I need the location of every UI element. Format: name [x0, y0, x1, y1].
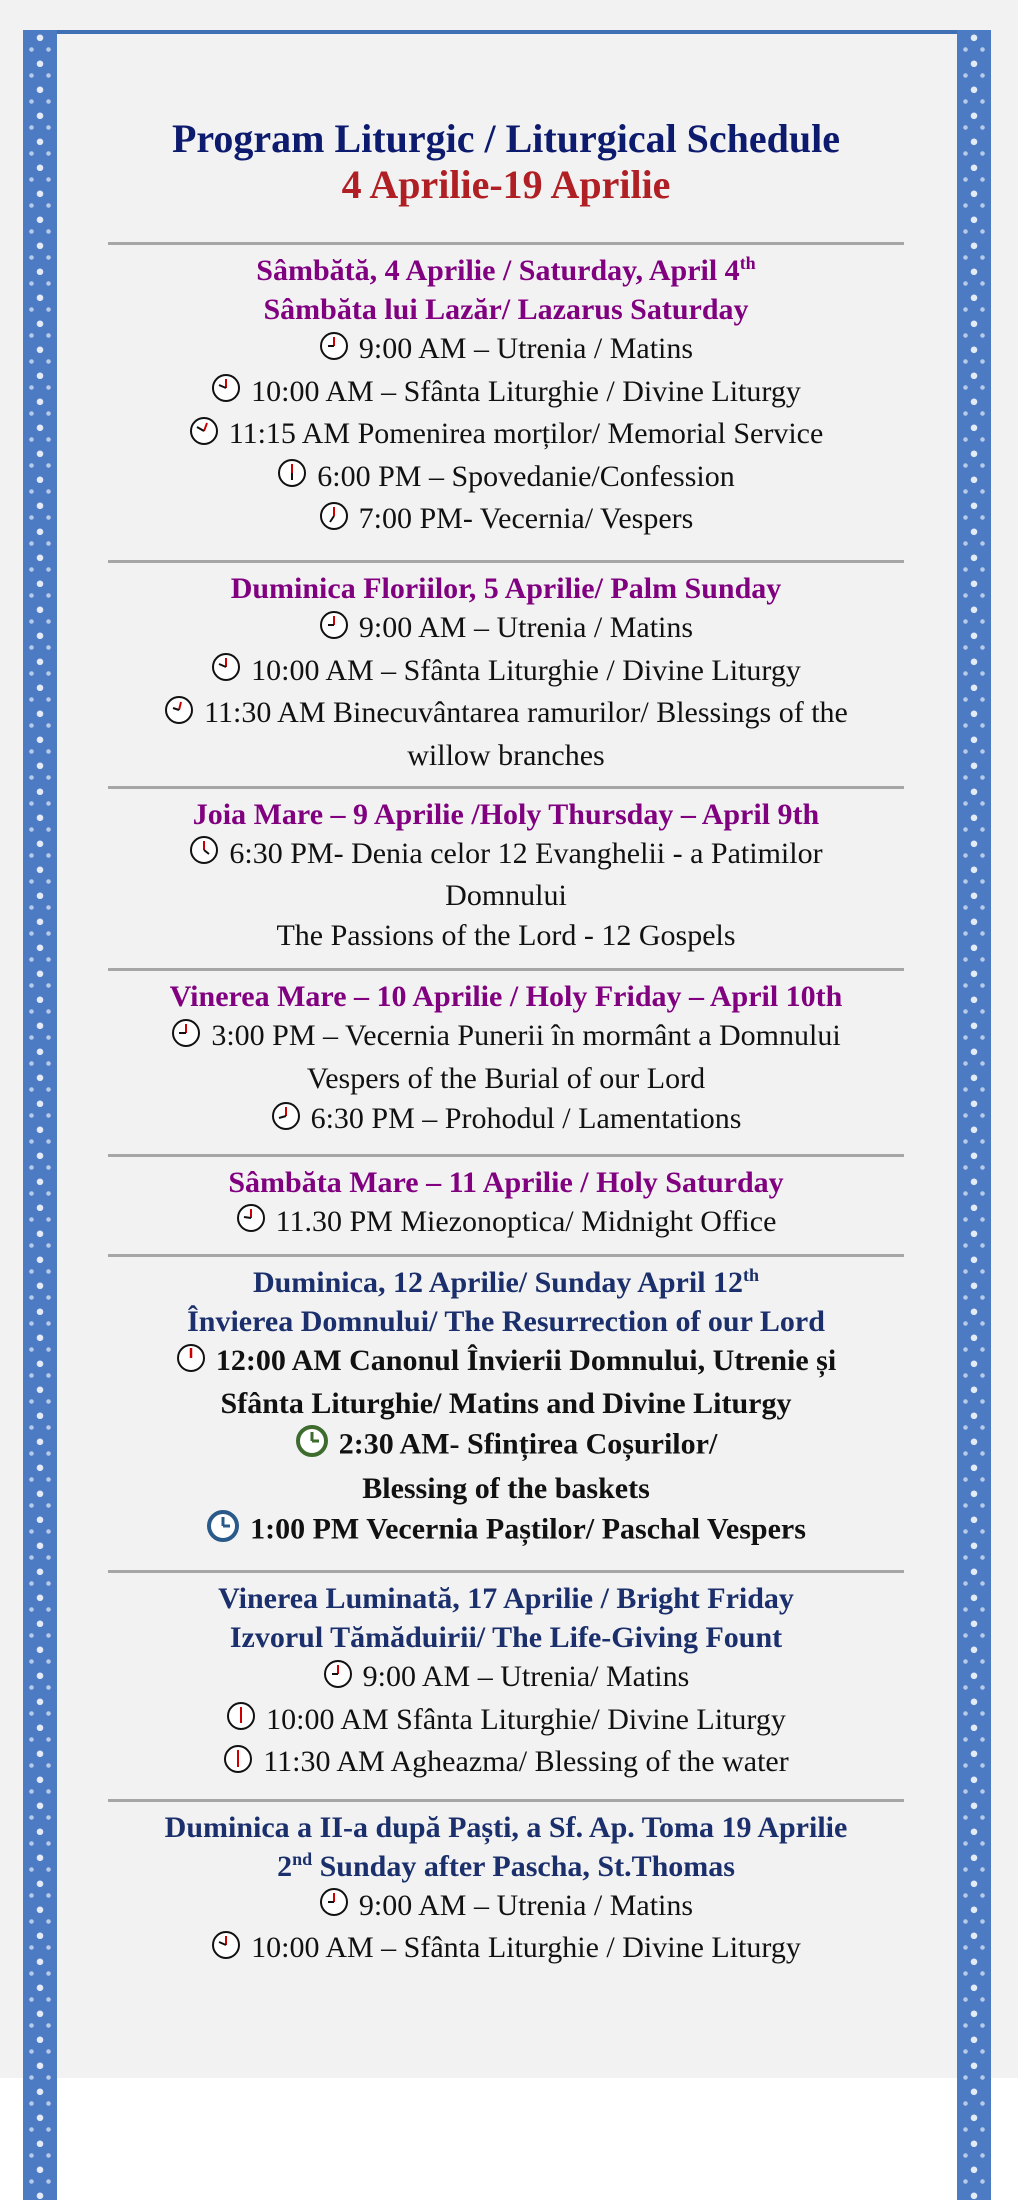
clock-icon	[189, 835, 219, 876]
event-line: 11.30 PM Miezonoptica/ Midnight Office	[108, 1202, 904, 1245]
section-heading: Duminica Floriilor, 5 Aprilie/ Palm Sunday	[230, 572, 782, 606]
event-line: 10:00 AM – Sfânta Liturghie / Divine Liturgy	[108, 1928, 904, 1971]
section-subheading: Sâmbăta lui Lazăr/ Lazarus Saturday	[263, 293, 749, 326]
clock-icon	[319, 1887, 349, 1928]
event-line: 9:00 AM – Utrenia / Matins	[108, 1886, 904, 1929]
clock-icon	[319, 610, 349, 651]
event-line: 9:00 AM – Utrenia/ Matins	[108, 1657, 904, 1700]
clock-icon	[211, 652, 241, 693]
section-holy-thursday	[108, 795, 904, 957]
event-continuation: Vespers of the Burial of our Lord	[306, 1062, 706, 1096]
section-lazarus-saturday	[108, 251, 904, 542]
clock-icon	[271, 1101, 301, 1142]
event-line-highlight: 2:30 AM- Sfințirea Coșurilor/	[108, 1424, 904, 1469]
left-decorative-border	[23, 30, 57, 2200]
section-subheading: Învierea Domnului/ The Resurrection of our Lord	[187, 1305, 825, 1339]
section-heading: Duminica, 12 Aprilie/ Sunday April 12th	[252, 1265, 760, 1300]
event-line: 3:00 PM – Vecernia Punerii în mormânt a Domnului	[108, 1016, 904, 1059]
event-continuation: Domnului	[445, 879, 567, 913]
divider	[108, 560, 904, 563]
event-continuation: Sfânta Liturghie/ Matins and Divine Liturgy	[220, 1386, 792, 1420]
clock-icon	[295, 1424, 329, 1469]
page-title: Program Liturgic / Liturgical Schedule	[171, 116, 841, 161]
divider	[108, 786, 904, 789]
event-line: 11:30 AM Agheazma/ Blessing of the water	[108, 1742, 904, 1785]
clock-icon	[277, 458, 307, 499]
date-range: 4 Aprilie-19 Aprilie	[341, 162, 671, 207]
clock-icon	[211, 1930, 241, 1971]
clock-icon	[319, 501, 349, 542]
section-holy-saturday	[108, 1163, 904, 1245]
clock-icon	[176, 1343, 206, 1384]
event-continuation: Blessing of the baskets	[362, 1471, 650, 1505]
event-line: 6:00 PM – Spovedanie/Confession	[108, 457, 904, 500]
event-continuation: The Passions of the Lord - 12 Gospels	[276, 919, 736, 953]
clock-icon	[223, 1744, 253, 1785]
section-heading: Sâmbăta Mare – 11 Aprilie / Holy Saturday	[228, 1165, 784, 1199]
clock-icon	[164, 695, 194, 736]
clock-icon	[206, 1509, 240, 1554]
schedule-document	[108, 116, 904, 1971]
event-line: 10:00 AM Sfânta Liturghie/ Divine Liturgy	[108, 1700, 904, 1743]
event-line: 10:00 AM – Sfânta Liturghie / Divine Liturgy	[108, 372, 904, 415]
section-holy-friday	[108, 977, 904, 1141]
section-heading: Sâmbătă, 4 Aprilie / Saturday, April 4th	[256, 253, 756, 287]
clock-icon	[171, 1018, 201, 1059]
event-line: 10:00 AM – Sfânta Liturghie / Divine Liturgy	[108, 651, 904, 694]
section-heading: Joia Mare – 9 Aprilie /Holy Thursday – April 9th	[192, 797, 820, 831]
section-subheading: Izvorul Tămăduirii/ The Life-Giving Fount	[229, 1620, 783, 1654]
event-line: 6:30 PM – Prohodul / Lamentations	[108, 1099, 904, 1142]
clock-icon	[226, 1701, 256, 1742]
event-line: 9:00 AM – Utrenia / Matins	[108, 608, 904, 651]
divider	[108, 1570, 904, 1573]
section-palm-sunday	[108, 569, 904, 776]
section-bright-friday	[108, 1579, 904, 1785]
divider	[108, 1799, 904, 1802]
divider	[108, 1154, 904, 1157]
event-line-highlight: 1:00 PM Vecernia Paștilor/ Paschal Vespers	[108, 1509, 904, 1554]
clock-icon	[189, 416, 219, 457]
event-line: 7:00 PM- Vecernia/ Vespers	[108, 499, 904, 542]
section-heading: Vinerea Mare – 10 Aprilie / Holy Friday – April 10th	[169, 980, 843, 1014]
section-heading: Duminica a II-a după Paști, a Sf. Ap. Toma 19 Aprilie	[164, 1810, 848, 1844]
clock-icon	[211, 373, 241, 414]
clock-icon	[236, 1203, 266, 1244]
section-heading: Vinerea Luminată, 17 Aprilie / Bright Friday	[218, 1581, 794, 1615]
event-line: 6:30 PM- Denia celor 12 Evanghelii - a Patimilor	[108, 834, 904, 877]
section-subheading: 2nd Sunday after Pascha, St.Thomas	[277, 1848, 735, 1883]
event-line: 11:30 AM Binecuvântarea ramurilor/ Blessings of the	[108, 693, 904, 736]
top-border	[23, 30, 991, 34]
clock-icon	[319, 331, 349, 372]
divider	[108, 242, 904, 245]
event-line-highlight: 12:00 AM Canonul Învierii Domnului, Utrenie și	[108, 1341, 904, 1384]
event-line: 9:00 AM – Utrenia / Matins	[108, 329, 904, 372]
divider	[108, 1254, 904, 1257]
event-line: 11:15 AM Pomenirea morților/ Memorial Service	[108, 414, 904, 457]
section-thomas-sunday	[108, 1808, 904, 1971]
divider	[108, 968, 904, 971]
section-resurrection	[108, 1263, 904, 1554]
right-decorative-border	[957, 30, 991, 2200]
clock-icon	[323, 1659, 353, 1700]
event-continuation: willow branches	[407, 738, 605, 772]
